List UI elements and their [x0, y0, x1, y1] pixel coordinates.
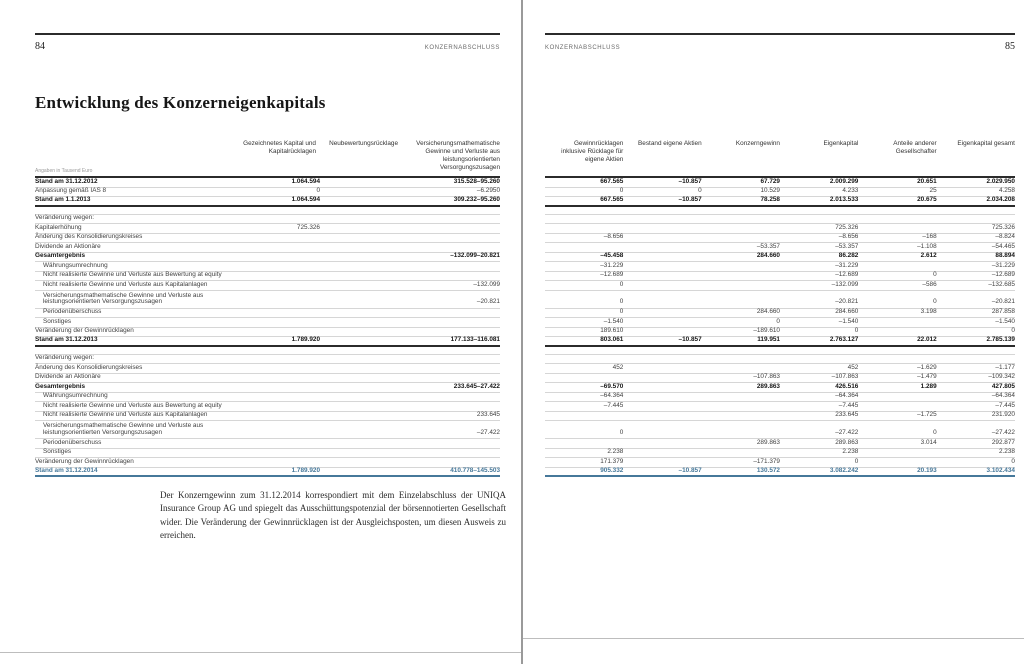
- row-label: Periodenüberschuss: [43, 308, 102, 316]
- table-row: [545, 364, 1015, 374]
- table-row: [35, 234, 500, 244]
- row-label: Änderung des Konsolidierungskreises: [35, 233, 143, 241]
- value-cell: 2.612: [920, 252, 937, 260]
- column-header: Anteile anderer Gesellschafter: [893, 140, 937, 155]
- value-cell: 1.789.920: [291, 466, 320, 474]
- value-cell: 25: [929, 187, 937, 195]
- table-row: [545, 291, 1015, 309]
- table-row: [35, 272, 500, 282]
- page-header: [545, 41, 1015, 52]
- table-row: [545, 374, 1015, 384]
- value-cell: 231.920: [991, 411, 1015, 419]
- value-cell: –64.364: [991, 392, 1015, 400]
- value-cell: –31.229: [991, 261, 1015, 269]
- value-cell: 725.326: [991, 223, 1015, 231]
- value-cell: 88.894: [995, 252, 1015, 260]
- value-cell: 67.729: [760, 177, 780, 185]
- table-row: [545, 468, 1015, 478]
- row-label: Versicherungsmathematische Gewinne und Verluste aus leistungsorientierten Versorgungszusagen: [43, 291, 204, 306]
- value-cell: 171.379: [600, 457, 624, 465]
- value-cell: –8.656: [603, 233, 624, 241]
- table-row: [35, 468, 500, 478]
- table-row: [35, 291, 500, 309]
- value-cell: 452: [612, 363, 624, 371]
- value-cell: 0: [316, 187, 320, 195]
- header-rule: [545, 33, 1015, 35]
- value-cell: 452: [847, 363, 859, 371]
- value-cell: –10.857: [678, 466, 702, 474]
- value-cell: 177.133: [450, 336, 474, 344]
- header-rule: [35, 33, 500, 35]
- value-cell: 292.877: [991, 438, 1015, 446]
- value-cell: –168: [922, 233, 937, 241]
- row-label: Sonstiges: [43, 448, 72, 456]
- value-cell: 130.572: [756, 466, 780, 474]
- value-cell: –1.540: [603, 317, 624, 325]
- table-row: [35, 421, 500, 439]
- value-cell: 284.660: [756, 252, 780, 260]
- value-cell: –20.821: [835, 298, 859, 306]
- table-row: [545, 178, 1015, 188]
- table-row: [35, 207, 500, 215]
- table-row: [545, 383, 1015, 393]
- value-cell: 2.029.950: [986, 177, 1015, 185]
- table-row: [35, 215, 500, 225]
- value-cell: –8.824: [995, 233, 1015, 241]
- running-header: KONZERNABSCHLUSS: [545, 45, 621, 51]
- equity-table-left: [35, 140, 500, 477]
- table-row: [545, 402, 1015, 412]
- value-cell: –20.821: [991, 298, 1015, 306]
- table-row: [545, 243, 1015, 253]
- row-label: Stand am 31.12.2013: [35, 336, 98, 344]
- value-cell: –1.629: [917, 363, 937, 371]
- column-header: Konzerngewinn: [735, 140, 780, 147]
- table-body: [545, 178, 1015, 477]
- value-cell: –53.357: [756, 242, 780, 250]
- row-label: Dividende an Aktionäre: [35, 373, 101, 381]
- row-label: Veränderung der Gewinnrücklagen: [35, 457, 134, 465]
- value-cell: 1.289: [920, 382, 937, 390]
- table-row: [35, 458, 500, 468]
- value-cell: –27.422: [476, 382, 500, 390]
- value-cell: 22.012: [917, 336, 937, 344]
- value-cell: 2.034.208: [986, 196, 1015, 204]
- value-cell: –27.422: [991, 428, 1015, 436]
- table-row: [545, 439, 1015, 449]
- units-label: Angaben in Tausend Euro: [35, 168, 93, 174]
- row-label: Periodenüberschuss: [43, 438, 102, 446]
- page-85: [523, 0, 1024, 664]
- table-row: [35, 178, 500, 188]
- table-header: [545, 140, 1015, 178]
- value-cell: 289.863: [835, 438, 859, 446]
- table-row: [545, 262, 1015, 272]
- value-cell: 3.102.434: [986, 466, 1015, 474]
- value-cell: –54.465: [991, 242, 1015, 250]
- table-row: [545, 412, 1015, 422]
- value-cell: 10.529: [760, 187, 780, 195]
- table-row: [545, 272, 1015, 282]
- column-header: Eigenkapital: [823, 140, 859, 147]
- value-cell: 410.778: [450, 466, 474, 474]
- value-cell: –1.725: [917, 411, 937, 419]
- table-header: [35, 140, 500, 178]
- value-cell: 119.951: [757, 336, 780, 344]
- value-cell: –116.081: [473, 336, 500, 344]
- value-cell: 2.763.127: [829, 336, 859, 344]
- table-row: [545, 281, 1015, 291]
- value-cell: 0: [1011, 457, 1015, 465]
- column-header: Neubewertungsrücklage: [329, 140, 398, 147]
- value-cell: –1.177: [995, 363, 1015, 371]
- value-cell: 2.238: [998, 448, 1015, 456]
- value-cell: –132.099: [831, 280, 859, 288]
- value-cell: –10.857: [678, 336, 702, 344]
- value-cell: 667.565: [600, 177, 624, 185]
- value-cell: –109.342: [988, 373, 1015, 381]
- row-label: Versicherungsmathematische Gewinne und Verluste aus leistungsorientierten Versorgungszusagen: [43, 422, 204, 436]
- table-row: [545, 347, 1015, 355]
- value-cell: –53.357: [835, 242, 859, 250]
- value-cell: 289.863: [756, 438, 780, 446]
- table-row: [35, 281, 500, 291]
- value-cell: –8.656: [838, 233, 859, 241]
- value-cell: –27.422: [835, 428, 859, 436]
- table-row: [545, 355, 1015, 365]
- value-cell: 0: [933, 271, 937, 279]
- table-row: [35, 449, 500, 459]
- table-row: [35, 364, 500, 374]
- table-row: [545, 224, 1015, 234]
- value-cell: –45.458: [600, 252, 624, 260]
- value-cell: –1.479: [917, 373, 937, 381]
- page-title: Entwicklung des Konzerneigenkapitals: [35, 93, 326, 112]
- page-number: 85: [1005, 41, 1015, 52]
- row-label: Sonstiges: [43, 317, 72, 325]
- value-cell: 309.232: [453, 196, 477, 204]
- table-row: [35, 412, 500, 422]
- value-cell: 725.326: [835, 223, 859, 231]
- value-cell: –12.689: [835, 271, 859, 279]
- value-cell: 4.258: [998, 187, 1015, 195]
- value-cell: –132.099: [450, 252, 477, 260]
- row-label: Dividende an Aktionäre: [35, 242, 101, 250]
- value-cell: –95.260: [476, 177, 500, 185]
- value-cell: 0: [619, 428, 624, 436]
- value-cell: 86.282: [838, 252, 859, 260]
- table-row: [545, 309, 1015, 319]
- row-label: Nicht realisierte Gewinne und Verluste aus Bewertung at equity: [43, 401, 222, 409]
- value-cell: –132.685: [988, 280, 1015, 288]
- table-row: [545, 253, 1015, 263]
- row-label: Gesamtergebnis: [35, 382, 86, 390]
- table-row: [35, 328, 500, 338]
- value-cell: 233.645: [476, 411, 500, 419]
- value-cell: –10.857: [678, 196, 702, 204]
- value-cell: 3.082.242: [829, 466, 859, 474]
- value-cell: –171.379: [753, 457, 780, 465]
- value-cell: 1.064.594: [291, 196, 320, 204]
- value-cell: –20.821: [476, 252, 500, 260]
- value-cell: 315.528: [453, 177, 477, 185]
- value-cell: –31.229: [600, 261, 624, 269]
- value-cell: 0: [619, 280, 624, 288]
- value-cell: 905.332: [600, 466, 624, 474]
- row-label: Stand am 31.12.2014: [35, 466, 98, 474]
- value-cell: 233.645: [453, 382, 477, 390]
- table-row: [35, 374, 500, 384]
- page-header: [35, 41, 500, 52]
- value-cell: 0: [854, 457, 859, 465]
- row-label: Anpassung gemäß IAS 8: [35, 187, 107, 195]
- value-cell: –7.445: [838, 401, 859, 409]
- table-row: [35, 309, 500, 319]
- value-cell: 20.193: [917, 466, 937, 474]
- footnote-paragraph: Der Konzerngewinn zum 31.12.2014 korrespondiert mit dem Einzelabschluss der UNIQA Insurance Group AG und spiegelt das Ausschüttungspotenzial der börsennotierten Gesellschaft wider. Die Veränderung der Gewinnrücklagen ist der Ausgleichsposten, um diesen Ausweis zu erreichen.: [160, 490, 506, 541]
- table-row: [35, 197, 500, 207]
- value-cell: 0: [619, 298, 624, 306]
- column-header: Eigenkapital gesamt: [957, 140, 1015, 147]
- row-label: Kapitalerhöhung: [35, 223, 82, 231]
- value-cell: 725.326: [296, 223, 320, 231]
- table-row: [35, 243, 500, 253]
- table-row: [545, 234, 1015, 244]
- value-cell: 3.198: [920, 308, 937, 316]
- value-cell: –10.857: [678, 177, 702, 185]
- value-cell: –6.295: [476, 187, 497, 195]
- table-row: [35, 355, 500, 365]
- value-cell: –7.445: [603, 401, 624, 409]
- table-row: [545, 207, 1015, 215]
- value-cell: 2.013.533: [829, 196, 859, 204]
- value-cell: 2.238: [607, 448, 624, 456]
- value-cell: 1.789.920: [291, 336, 320, 344]
- value-cell: –586: [922, 280, 937, 288]
- value-cell: –107.863: [753, 373, 780, 381]
- table-row: [35, 188, 500, 198]
- table-row: [545, 318, 1015, 328]
- value-cell: 0: [1011, 327, 1015, 335]
- row-label: Veränderung der Gewinnrücklagen: [35, 327, 134, 335]
- value-cell: 78.258: [760, 196, 780, 204]
- column-header: Gewinnrücklagen inklusive Rücklage für eigene Aktien: [561, 140, 624, 163]
- table-row: [35, 402, 500, 412]
- row-label: Währungsumrechnung: [43, 261, 108, 269]
- table-row: [35, 262, 500, 272]
- row-label: Stand am 1.1.2013: [35, 196, 91, 204]
- value-cell: 0: [933, 298, 937, 306]
- value-cell: –145.503: [473, 466, 500, 474]
- value-cell: 0: [619, 308, 624, 316]
- table-row: [35, 337, 500, 347]
- value-cell: –12.689: [600, 271, 624, 279]
- value-cell: –95.260: [476, 196, 500, 204]
- value-cell: 284.660: [835, 308, 859, 316]
- value-cell: –7.445: [995, 401, 1015, 409]
- value-cell: 233.645: [835, 411, 859, 419]
- value-cell: –31.229: [835, 261, 859, 269]
- row-label: Nicht realisierte Gewinne und Verluste aus Kapitalanlagen: [43, 280, 208, 288]
- value-cell: 0: [854, 327, 859, 335]
- table-row: [35, 439, 500, 449]
- value-cell: –1.540: [838, 317, 859, 325]
- value-cell: –132.099: [473, 280, 500, 288]
- table-body: [35, 178, 500, 477]
- value-cell: 2.238: [842, 448, 859, 456]
- value-cell: –69.570: [600, 382, 624, 390]
- table-row: [545, 421, 1015, 439]
- value-cell: –20.821: [476, 298, 500, 306]
- table-row: [545, 393, 1015, 403]
- table-row: [545, 215, 1015, 225]
- value-cell: 667.565: [600, 196, 624, 204]
- value-cell: –1.540: [995, 317, 1015, 325]
- value-cell: –189.610: [753, 327, 780, 335]
- row-label: Änderung des Konsolidierungskreises: [35, 363, 143, 371]
- page-number: 84: [35, 41, 45, 52]
- table-row: [35, 318, 500, 328]
- row-label: Währungsumrechnung: [43, 392, 108, 400]
- table-row: [545, 197, 1015, 207]
- running-header: KONZERNABSCHLUSS: [424, 45, 500, 51]
- row-label: Gesamtergebnis: [35, 252, 86, 260]
- value-cell: 3.014: [920, 438, 937, 446]
- table-row: [35, 383, 500, 393]
- value-cell: 20.675: [917, 196, 937, 204]
- value-cell: –107.863: [831, 373, 859, 381]
- value-cell: –64.364: [600, 392, 624, 400]
- table-row: [545, 337, 1015, 347]
- value-cell: 2.009.299: [829, 177, 859, 185]
- table-row: [35, 393, 500, 403]
- row-label: Nicht realisierte Gewinne und Verluste aus Kapitalanlagen: [43, 411, 208, 419]
- value-cell: 0: [698, 187, 702, 195]
- value-cell: 1.064.594: [291, 177, 320, 185]
- value-cell: 4.233: [842, 187, 859, 195]
- value-cell: –27.422: [476, 428, 500, 436]
- column-header: Bestand eigene Aktien: [638, 140, 702, 147]
- column-header: Gezeichnetes Kapital und Kapitalrücklagen: [243, 140, 316, 155]
- value-cell: –1.108: [917, 242, 937, 250]
- value-cell: 426.516: [835, 382, 859, 390]
- value-cell: –12.689: [991, 271, 1015, 279]
- value-cell: 0: [496, 187, 500, 195]
- value-cell: 287.858: [991, 308, 1015, 316]
- table-row: [545, 449, 1015, 459]
- table-row: [35, 347, 500, 355]
- value-cell: 0: [776, 317, 780, 325]
- value-cell: 284.660: [756, 308, 780, 316]
- row-label: Veränderung wegen:: [35, 354, 94, 362]
- value-cell: 2.785.139: [986, 336, 1015, 344]
- column-header: Versicherungsmathematische Gewinne und Verluste aus leistungsorientierten Versorgungszusagen: [416, 140, 500, 171]
- value-cell: 20.651: [917, 177, 937, 185]
- row-label: Stand am 31.12.2012: [35, 177, 98, 185]
- value-cell: 803.061: [600, 336, 624, 344]
- value-cell: 427.805: [991, 382, 1015, 390]
- value-cell: 189.610: [600, 327, 624, 335]
- value-cell: 0: [933, 428, 937, 436]
- value-cell: 0: [619, 187, 624, 195]
- row-label: Nicht realisierte Gewinne und Verluste aus Bewertung at equity: [43, 271, 222, 279]
- table-row: [35, 253, 500, 263]
- value-cell: 289.863: [756, 382, 780, 390]
- value-cell: –64.364: [835, 392, 859, 400]
- row-label: Veränderung wegen:: [35, 214, 94, 222]
- equity-table-right: [545, 140, 1015, 477]
